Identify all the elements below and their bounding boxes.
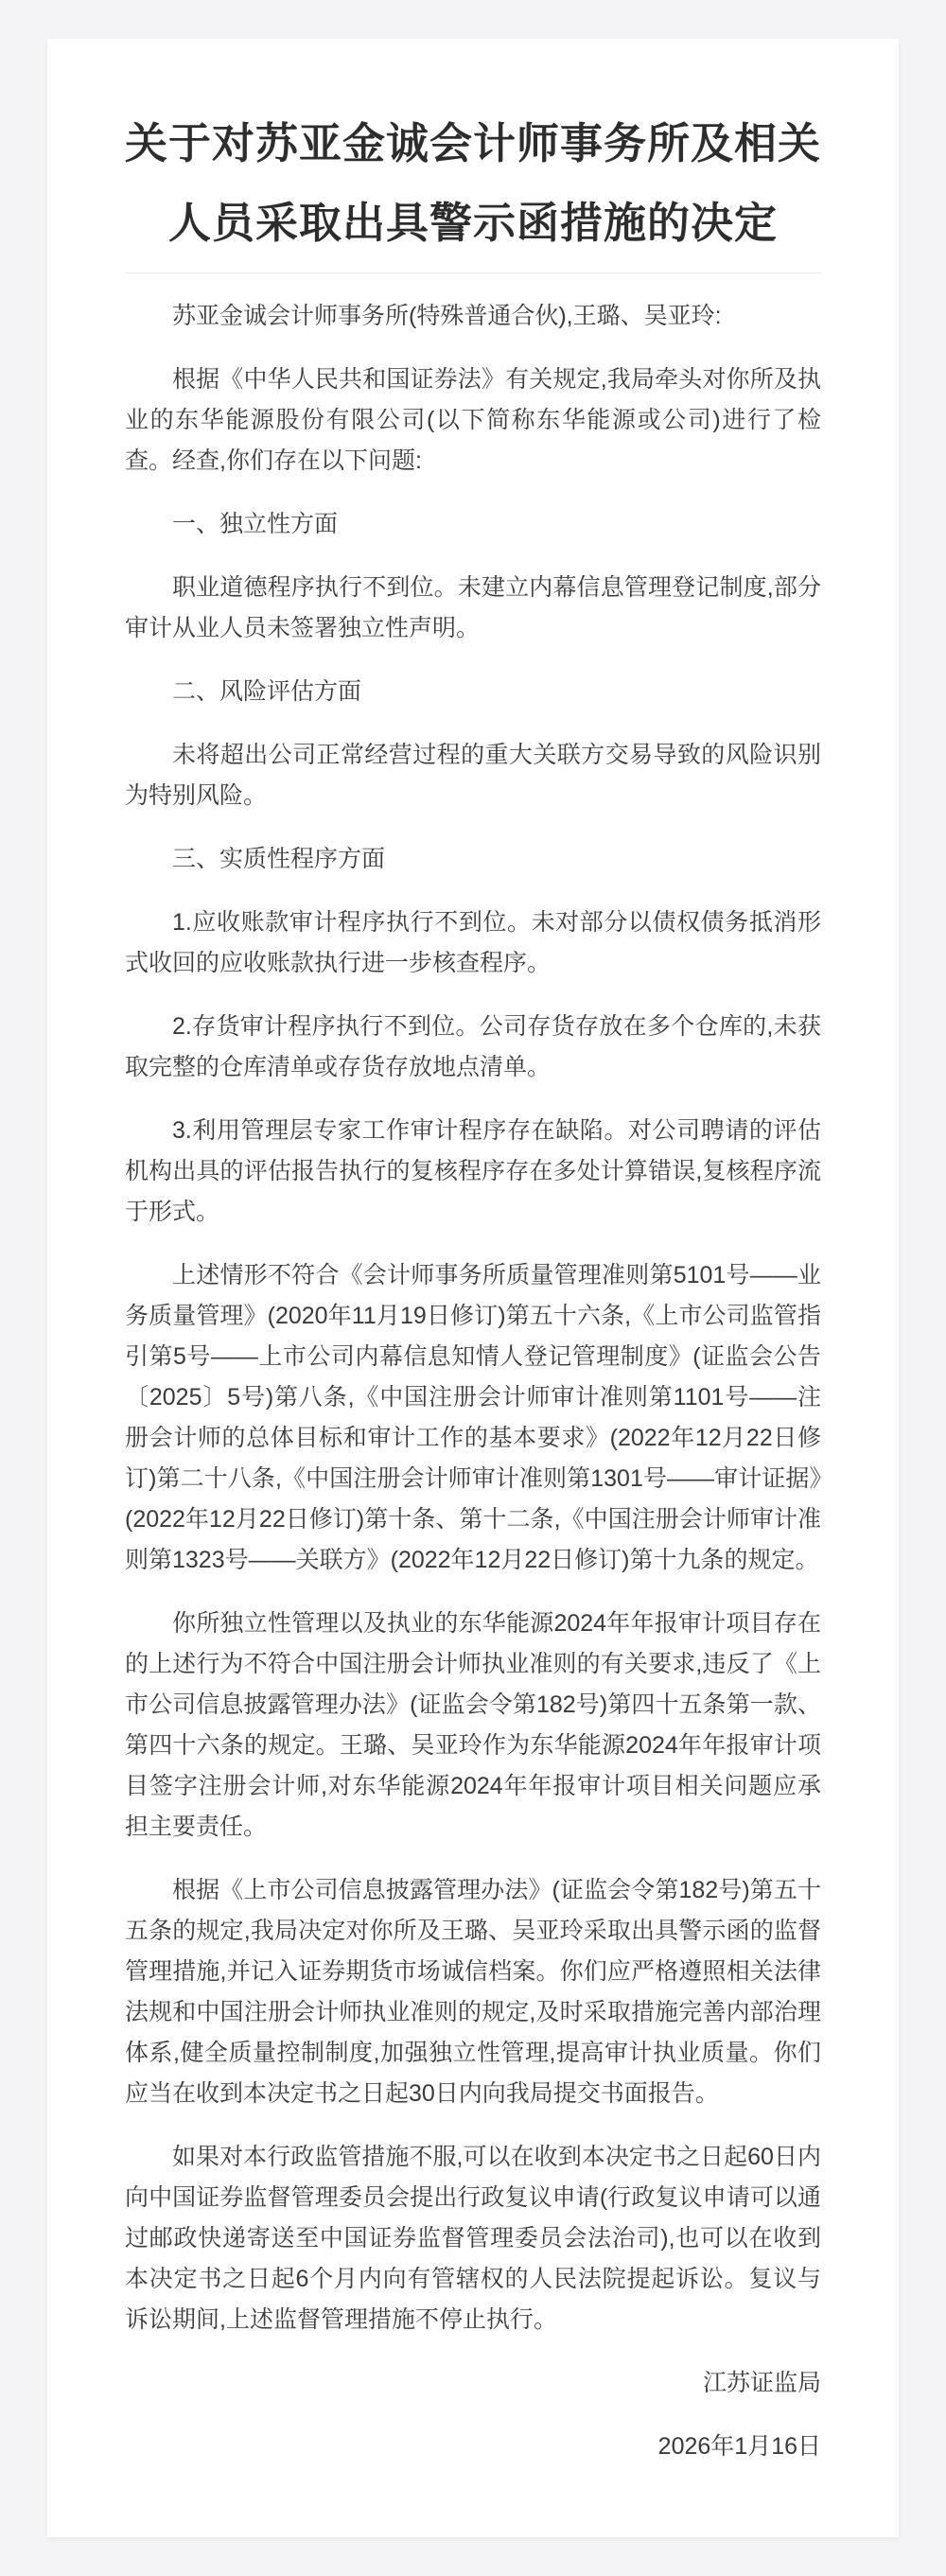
paragraph-appeal-rights: 如果对本行政监管措施不服,可以在收到本决定书之日起60日内向中国证券监督管理委员会提出行政复议申请(行政复议申请可以通过邮政快递寄送至中国证券监督管理委员会法治司),也可以在收到本决定书之日起6个月内向有管辖权的人民法院提起诉讼。复议与诉讼期间,上述监督管理措施不停止执行。 [125,2144,821,2333]
section-heading-1: 一、独立性方面 [172,511,339,537]
document-title-line-1: 关于对苏亚金诚会计师事务所及相关 [125,119,822,167]
signature-date: 2026年1月16日 [657,2433,821,2460]
paragraph-violated-standards: 上述情形不符合《会计师事务所质量管理准则第5101号——业务质量管理》(2020年11月19日修订)第五十六条,《上市公司监管指引第5号——上市公司内幕信息知情人登记管理制度》(证监会公告〔2025〕5号)第八条,《中国注册会计师审计准则第1101号——注册会计师的总体目标和审计工作的基本要求》(2022年12月22日修订)第二十八条,《中国注册会计师审计准则第1301号——审计证据》(2022年12月22日修订)第十条、第十二条,《中国注册会计师审计准则第1323号——关联方》(2022年12月22日修订)第十九条的规定。 [125,1262,821,1573]
section-heading-2: 二、风险评估方面 [172,678,362,705]
salutation: 苏亚金诚会计师事务所(特殊普通合伙),王璐、吴亚玲: [172,303,722,329]
paragraph-item-1: 1.应收账款审计程序执行不到位。未对部分以债权债务抵消形式收回的应收账款执行进一步核查程序。 [125,909,821,976]
paragraph-responsibility: 你所独立性管理以及执业的东华能源2024年年报审计项目存在的上述行为不符合中国注册会计师执业准则的有关要求,违反了《上市公司信息披露管理办法》(证监会令第182号)第四十五条第一款、第四十六条的规定。王璐、吴亚玲作为东华能源2024年年报审计项目签字注册会计师,对东华能源2024年年报审计项目相关问题应承担主要责任。 [125,1610,821,1840]
paragraph-intro: 根据《中华人民共和国证券法》有关规定,我局牵头对你所及执业的东华能源股份有限公司(以下简称东华能源或公司)进行了检查。经查,你们存在以下问题: [125,366,821,474]
title-divider [125,272,821,273]
paragraph-item-3: 3.利用管理层专家工作审计程序存在缺陷。对公司聘请的评估机构出具的评估报告执行的复核程序存在多处计算错误,复核程序流于形式。 [125,1117,821,1225]
document-body [125,296,821,2467]
document-title-line-2: 人员采取出具警示函措施的决定 [167,199,778,247]
paragraph-decision: 根据《上市公司信息披露管理办法》(证监会令第182号)第五十五条的规定,我局决定对你所及王璐、吴亚玲采取出具警示函的监督管理措施,并记入证券期货市场诚信档案。你们应严格遵照相关法律法规和中国注册会计师执业准则的规定,及时采取措施完善内部治理体系,健全质量控制制度,加强独立性管理,提高审计执业质量。你们应当在收到本决定书之日起30日内向我局提交书面报告。 [125,1877,821,2107]
paragraph-risk-assessment: 未将超出公司正常经营过程的重大关联方交易导致的风险识别为特别风险。 [125,742,821,809]
document-title [125,104,821,263]
paragraph-independence: 职业道德程序执行不到位。未建立内幕信息管理登记制度,部分审计从业人员未签署独立性声明。 [125,574,821,641]
signature-issuer: 江苏证监局 [702,2370,821,2396]
section-heading-3: 三、实质性程序方面 [172,846,386,872]
document-card [47,39,899,2537]
paragraph-item-2: 2.存货审计程序执行不到位。公司存货存放在多个仓库的,未获取完整的仓库清单或存货存放地点清单。 [125,1013,821,1080]
